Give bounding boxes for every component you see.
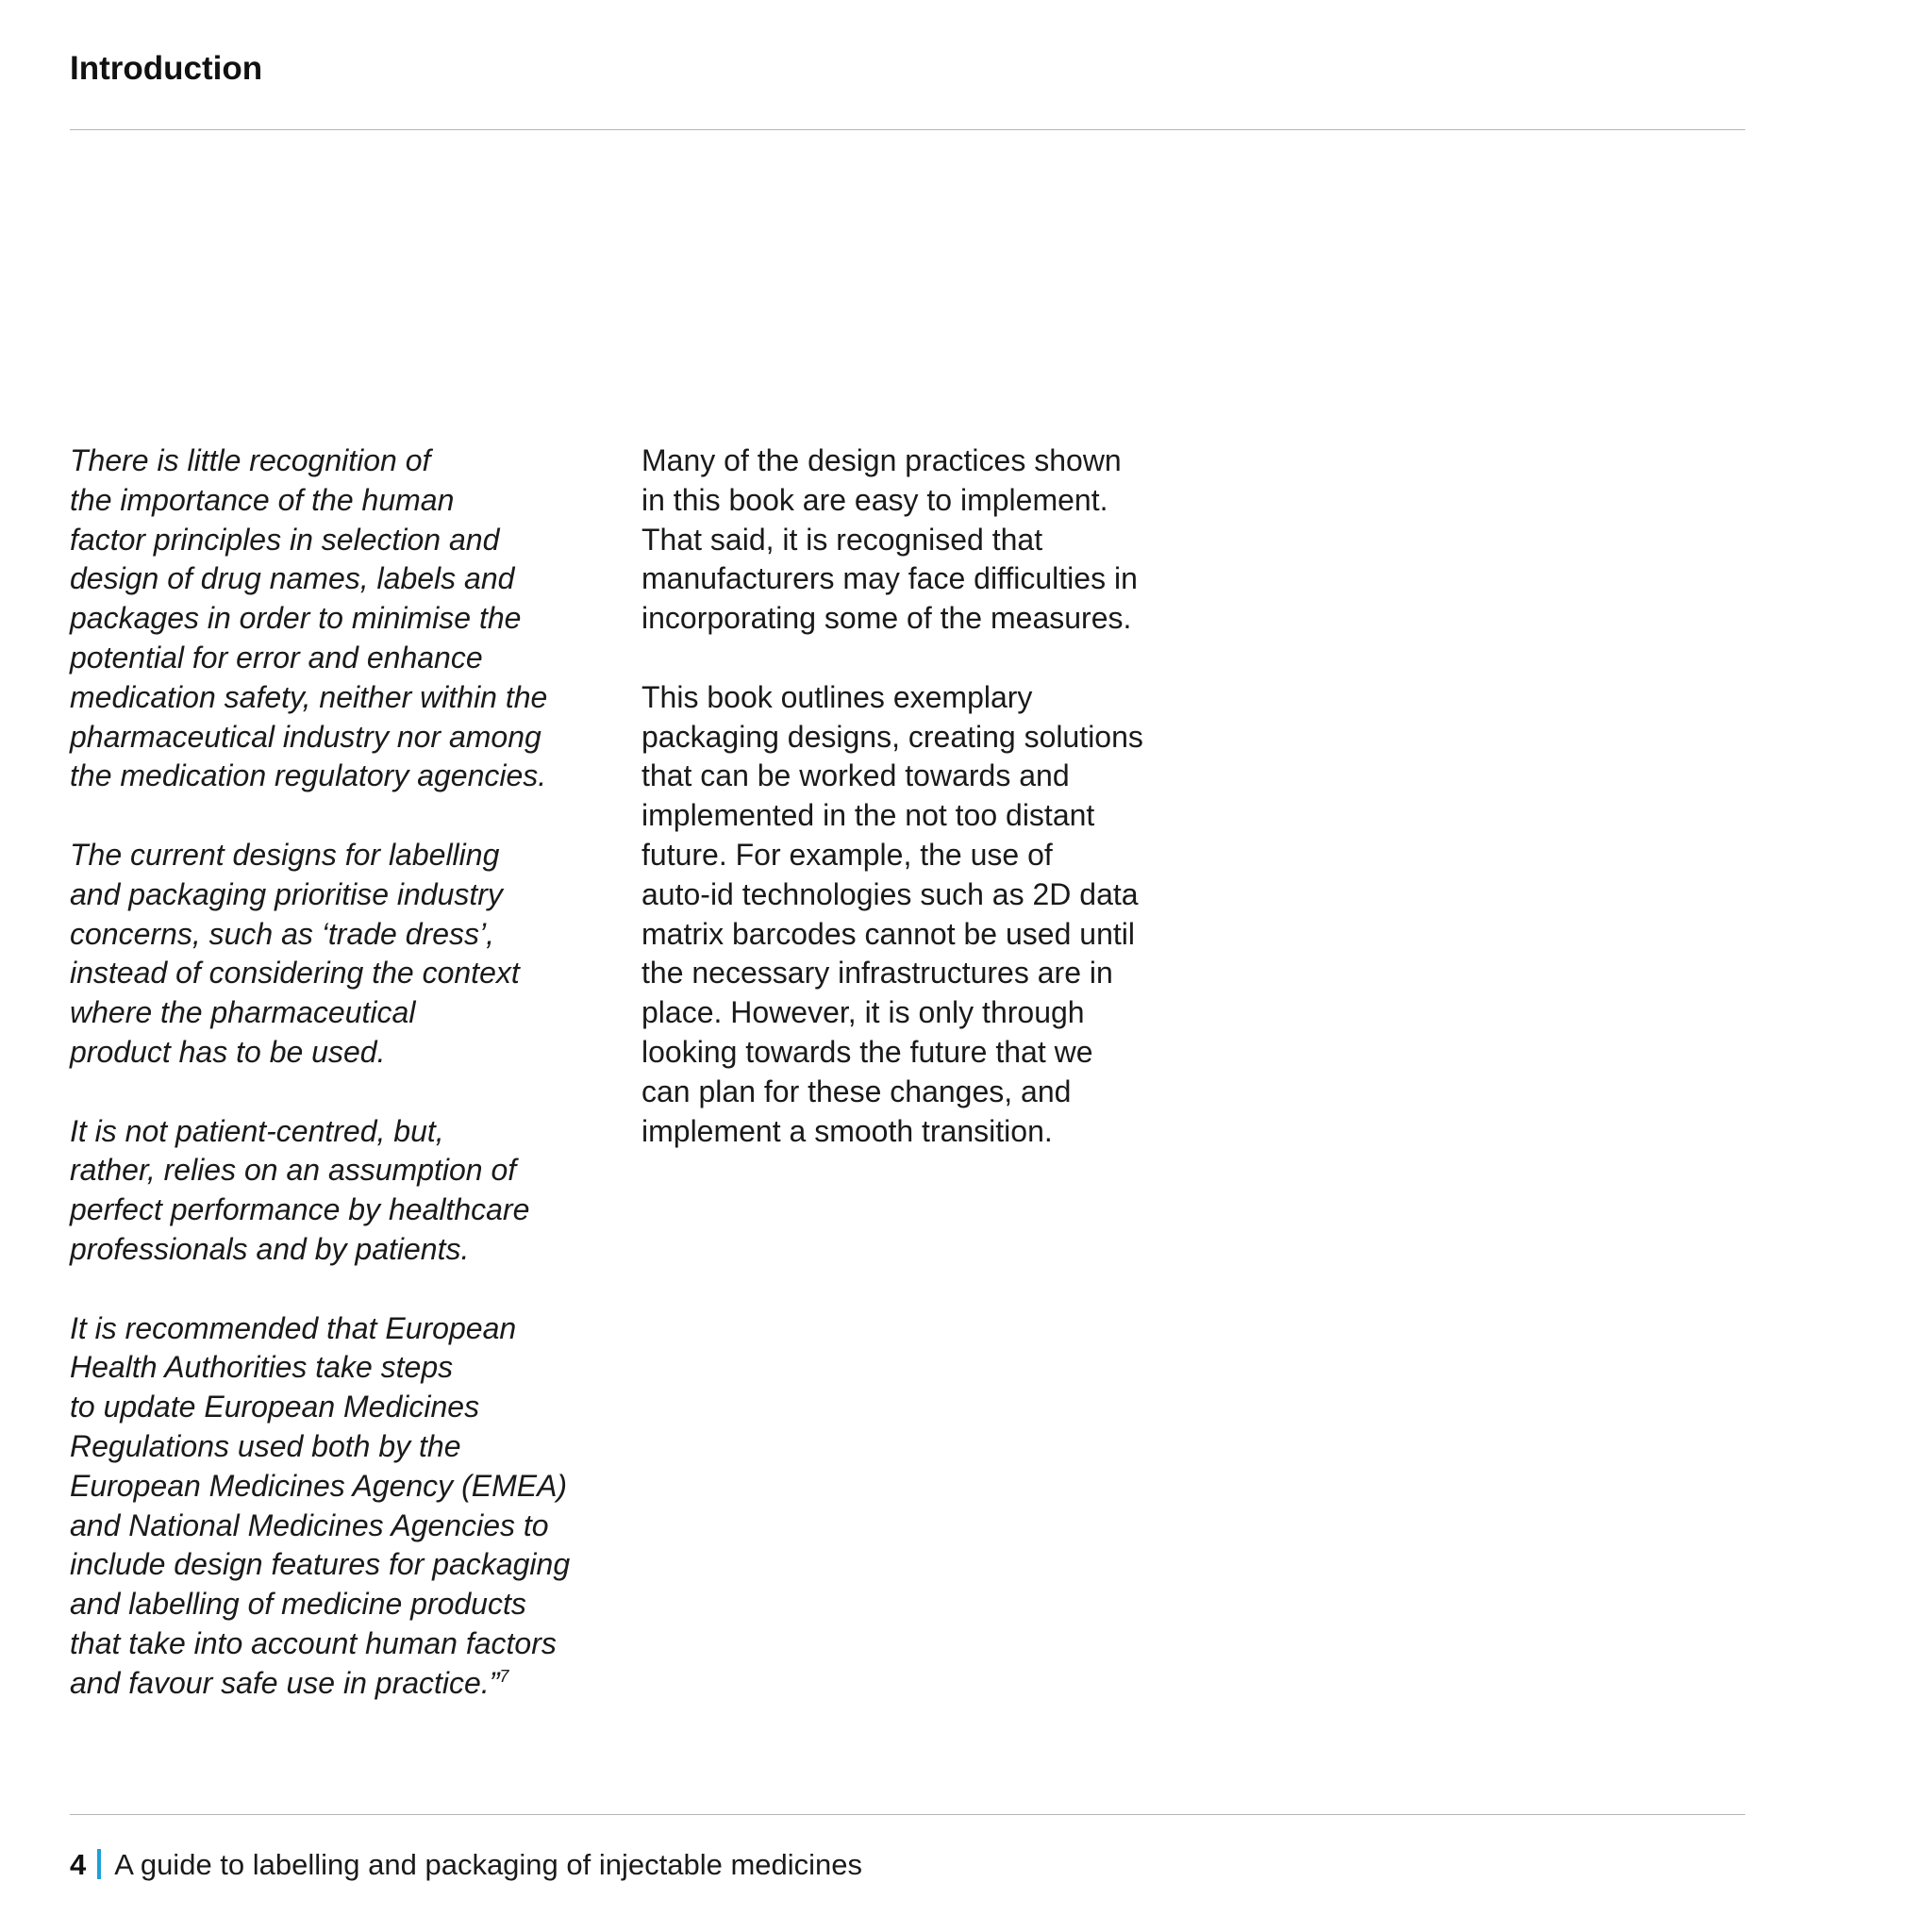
- text-line-last: [70, 1664, 636, 1704]
- text-line: professionals and by patients.: [70, 1231, 470, 1266]
- text-line: the importance of the human: [70, 482, 455, 517]
- text-line: to update European Medicines: [70, 1390, 480, 1424]
- text-line: rather, relies on an assumption of: [70, 1153, 517, 1188]
- text-line: where the pharmaceutical: [70, 995, 416, 1030]
- text-line: European Medicines Agency (EMEA): [70, 1468, 568, 1503]
- text-line: implement a smooth transition.: [641, 1113, 1053, 1148]
- text-line: packaging designs, creating solutions: [641, 719, 1143, 754]
- text-line: design of drug names, labels and: [70, 561, 515, 596]
- right-column: [641, 441, 1208, 1191]
- footer-divider: [70, 1814, 1745, 1815]
- text-line: Many of the design practices shown: [641, 443, 1122, 477]
- body-paragraph-2: [641, 678, 1208, 1152]
- quote-paragraph-3: [70, 1112, 636, 1270]
- text-line: can plan for these changes, and: [641, 1074, 1072, 1108]
- quote-paragraph-2: [70, 836, 636, 1073]
- text-line: the necessary infrastructures are in: [641, 956, 1113, 991]
- text-line: It is not patient-centred, but,: [70, 1113, 444, 1148]
- text-line: This book outlines exemplary: [641, 679, 1033, 714]
- header-divider: [70, 129, 1745, 130]
- text-line: implemented in the not too distant: [641, 798, 1095, 833]
- text-line: looking towards the future that we: [641, 1034, 1093, 1069]
- footer-accent-bar: [97, 1849, 101, 1879]
- text-line: instead of considering the context: [70, 956, 520, 991]
- text-line: concerns, such as ‘trade dress’,: [70, 916, 494, 951]
- quote-paragraph-4: [70, 1309, 636, 1704]
- text-line: include design features for packaging: [70, 1547, 571, 1582]
- quote-paragraph-1: [70, 441, 636, 796]
- text-line: packages in order to minimise the: [70, 601, 522, 636]
- text-line: factor principles in selection and: [70, 522, 500, 557]
- text-line: product has to be used.: [70, 1034, 386, 1069]
- text-line: pharmaceutical industry nor among: [70, 719, 541, 754]
- text-line: manufacturers may face difficulties in: [641, 561, 1138, 596]
- text-line: Health Authorities take steps: [70, 1350, 454, 1385]
- text-line: and packaging prioritise industry: [70, 876, 503, 911]
- page-number: 4: [70, 1848, 87, 1881]
- text-line: incorporating some of the measures.: [641, 601, 1132, 636]
- text-line: and labelling of medicine products: [70, 1587, 526, 1622]
- section-title: Introduction: [70, 50, 263, 87]
- text-line: auto-id technologies such as 2D data: [641, 876, 1139, 911]
- text-line: future. For example, the use of: [641, 837, 1053, 872]
- text-line: the medication regulatory agencies.: [70, 758, 547, 793]
- text-line: Regulations used both by the: [70, 1428, 461, 1463]
- text-line: that can be worked towards and: [641, 758, 1070, 793]
- left-column: [70, 441, 636, 1742]
- page-footer: [70, 1844, 862, 1886]
- text-line: place. However, it is only through: [641, 995, 1085, 1030]
- text-line: that take into account human factors: [70, 1625, 557, 1660]
- text-line: potential for error and enhance: [70, 640, 483, 675]
- text-line: and favour safe use in practice.”: [70, 1665, 500, 1700]
- text-line: medication safety, neither within the: [70, 679, 548, 714]
- text-line: perfect performance by healthcare: [70, 1192, 530, 1227]
- text-line: It is recommended that European: [70, 1310, 517, 1345]
- text-line: matrix barcodes cannot be used until: [641, 916, 1135, 951]
- text-line: There is little recognition of: [70, 443, 431, 477]
- text-line: That said, it is recognised that: [641, 522, 1043, 557]
- footnote-reference: 7: [499, 1666, 509, 1686]
- text-line: The current designs for labelling: [70, 837, 500, 872]
- body-paragraph-1: [641, 441, 1208, 639]
- text-line: in this book are easy to implement.: [641, 482, 1108, 517]
- text-line: and National Medicines Agencies to: [70, 1507, 549, 1542]
- publication-title: A guide to labelling and packaging of injectable medicines: [114, 1848, 863, 1881]
